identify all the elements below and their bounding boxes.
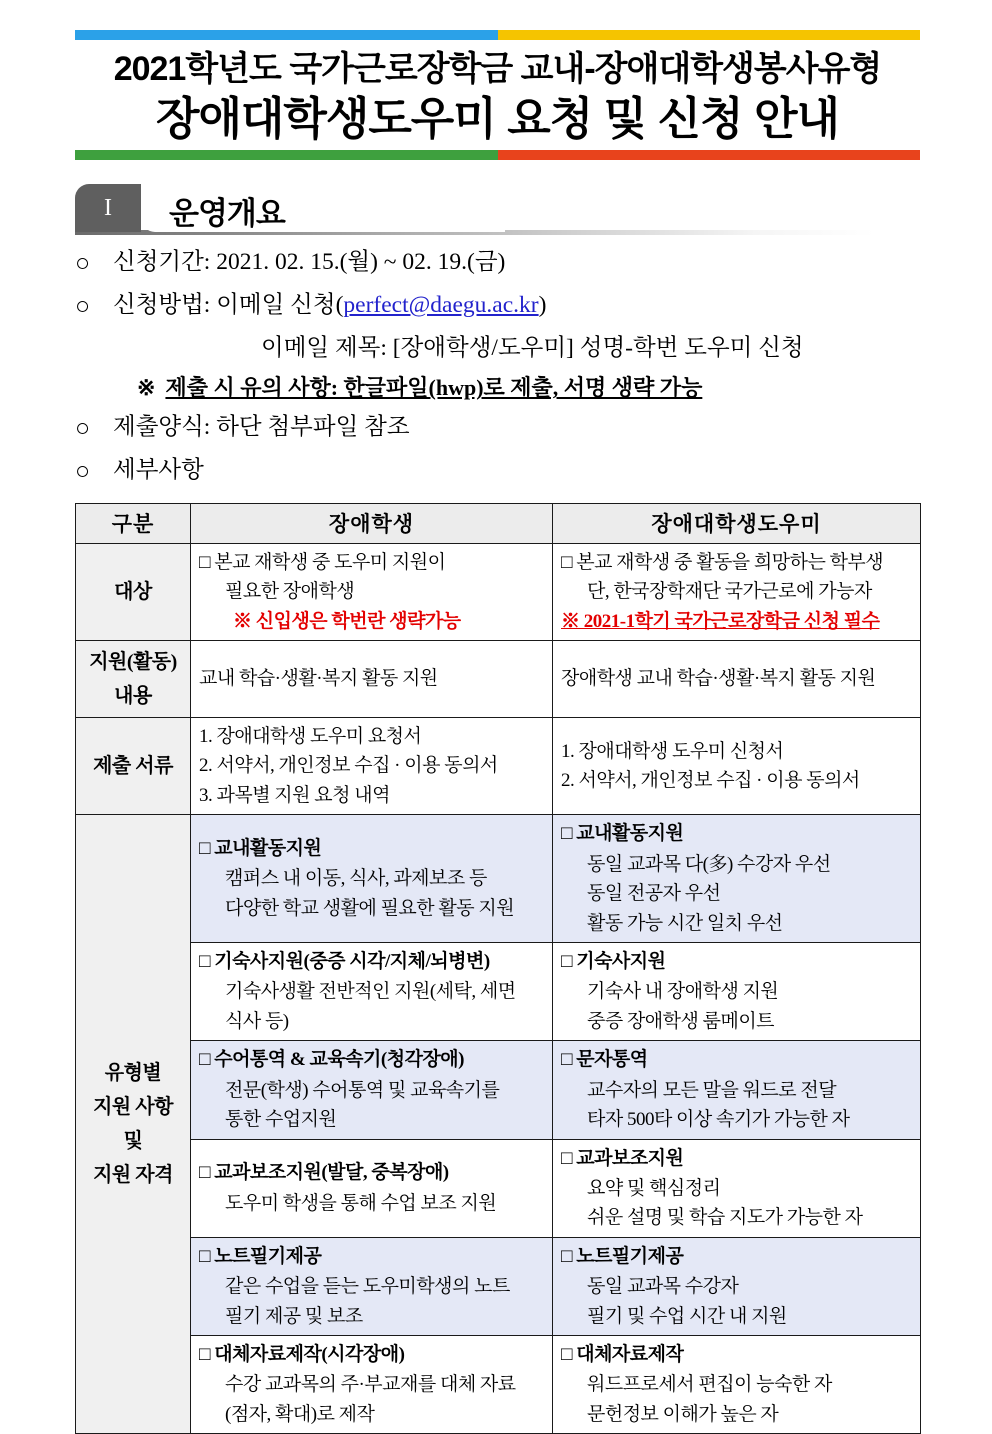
details-line [75, 455, 920, 489]
column-header-student: 장애학생 [191, 503, 553, 543]
type-line: 기숙사생활 전반적인 지원(세탁, 세면 [225, 981, 516, 1003]
circle-bullet-icon: ○ [75, 457, 91, 485]
type-line: (점자, 확대)로 제작 [225, 1403, 375, 1425]
type-title: □ 교내활동지원 [561, 823, 684, 845]
section-header [75, 184, 505, 232]
documents-helper-item: 1. 장애대학생 도우미 신청서 [561, 740, 784, 762]
types-label-line: 지원 사항 [93, 1096, 173, 1119]
document-page [75, 30, 920, 1434]
content-helper-cell [553, 640, 921, 717]
type-line: 동일 교과목 다(多) 수강자 우선 [587, 853, 831, 875]
method-suffix-text: ) [538, 292, 547, 318]
submission-note-text: 제출 시 유의 사항: 한글파일(hwp)로 제출, 서명 생략 가능 [165, 375, 703, 401]
type-title: □ 노트필기제공 [561, 1245, 684, 1267]
type-helper-cell [553, 1336, 921, 1434]
target-helper-cell [553, 543, 921, 640]
type-line: 기숙사 내 장애학생 지원 [587, 981, 779, 1003]
documents-helper-cell [553, 717, 921, 814]
section-title-box [141, 188, 505, 232]
top-bar-yellow-segment [498, 30, 921, 40]
types-label-line: 지원 자격 [93, 1164, 173, 1187]
content-student-cell [191, 640, 553, 717]
section-index-label: I [104, 194, 112, 221]
email-subject-line [261, 333, 920, 365]
column-header-category: 구분 [76, 503, 191, 543]
documents-row [76, 717, 921, 814]
type-helper-cell [553, 942, 921, 1040]
circle-bullet-icon: ○ [75, 415, 91, 443]
documents-student-item: 2. 서약서, 개인정보 수집 · 이용 동의서 [199, 755, 498, 777]
type-row-alt-materials [76, 1336, 921, 1434]
type-helper-cell [553, 1041, 921, 1139]
section-title: 운영개요 [169, 195, 285, 231]
target-helper-line: □ 본교 재학생 중 활동을 희망하는 학부생 [561, 551, 884, 573]
application-method-line [75, 290, 920, 324]
details-text: 세부사항 [113, 456, 204, 483]
reference-mark-icon: ※ [137, 375, 156, 401]
target-helper-note: ※ 2021-1학기 국가근로장학금 신청 필수 [561, 610, 880, 632]
type-title: □ 수어통역 & 교육속기(청각장애) [199, 1049, 464, 1071]
type-line: 쉬운 설명 및 학습 지도가 가능한 자 [587, 1207, 863, 1229]
type-student-cell [191, 815, 553, 943]
bottom-bar-green-segment [75, 150, 498, 160]
type-title: □ 교내활동지원 [199, 838, 322, 859]
type-helper-cell [553, 1139, 921, 1237]
application-period-line [75, 247, 920, 281]
type-student-cell [191, 1139, 553, 1237]
type-line: 요약 및 핵심정리 [587, 1177, 721, 1199]
type-line: 활동 가능 시간 일치 우선 [587, 912, 783, 934]
type-line: 식사 등) [225, 1010, 289, 1032]
type-helper-cell [553, 1237, 921, 1335]
type-line: 필기 제공 및 보조 [225, 1305, 363, 1327]
document-title-line1: 2021학년도 국가근로장학금 교내-장애대학생봉사유형 [113, 50, 882, 88]
submission-form-text: 제출양식: 하단 첨부파일 참조 [113, 414, 410, 441]
type-student-cell [191, 1336, 553, 1434]
type-line: 전문(학생) 수어통역 및 교육속기를 [225, 1079, 500, 1101]
title-bottom-bar [75, 150, 920, 160]
types-label-line: 유형별 [104, 1062, 162, 1085]
content-student-text: 교내 학습·생활·복지 활동 지원 [199, 668, 438, 690]
target-helper-line: 단, 한국장학재단 국가근로에 가능자 [587, 581, 872, 603]
type-line: 교수자의 모든 말을 워드로 전달 [587, 1079, 837, 1101]
program-detail-table [75, 503, 921, 1434]
target-student-line: □ 본교 재학생 중 도우미 지원이 [199, 551, 446, 573]
type-row-sign-language [76, 1041, 921, 1139]
type-student-cell [191, 942, 553, 1040]
type-row-dormitory [76, 942, 921, 1040]
type-line: 워드프로세서 편집이 능숙한 자 [587, 1374, 832, 1396]
type-title: □ 대체자료제작 [561, 1344, 684, 1366]
types-row-label [76, 815, 191, 1434]
documents-row-label: 제출 서류 [76, 717, 191, 814]
documents-student-item: 3. 과목별 지원 요청 내역 [199, 784, 390, 806]
target-student-line: 필요한 장애학생 [225, 581, 355, 603]
content-label-line: 지원(활동) [89, 650, 177, 673]
type-line: 수강 교과목의 주·부교재를 대체 자료 [225, 1374, 516, 1396]
type-line: 타자 500타 이상 속기가 가능한 자 [587, 1109, 850, 1131]
type-line: 통한 수업지원 [225, 1109, 337, 1131]
column-header-helper: 장애대학생도우미 [553, 503, 921, 543]
type-student-cell [191, 1041, 553, 1139]
document-title-line2: 장애대학생도우미 요청 및 신청 안내 [155, 92, 840, 144]
target-student-cell [191, 543, 553, 640]
type-title: □ 문자통역 [561, 1049, 648, 1071]
type-title: □ 기숙사지원(중증 시각/지체/뇌병변) [199, 950, 490, 972]
submission-note-line [137, 373, 920, 403]
type-line: 도우미 학생을 통해 수업 보조 지원 [225, 1192, 497, 1214]
type-line: 필기 및 수업 시간 내 지원 [587, 1305, 787, 1327]
documents-student-item: 1. 장애대학생 도우미 요청서 [199, 725, 422, 747]
table-header-row [76, 503, 921, 543]
submission-form-line [75, 412, 920, 446]
target-row [76, 543, 921, 640]
application-period-text: 신청기간: 2021. 02. 15.(월) ~ 02. 19.(금) [113, 249, 506, 276]
overview-list [75, 247, 920, 488]
documents-helper-item: 2. 서약서, 개인정보 수집 · 이용 동의서 [561, 770, 860, 792]
type-title: □ 대체자료제작(시각장애) [199, 1344, 405, 1366]
type-row-note-taking [76, 1237, 921, 1335]
type-line: 문헌정보 이해가 높은 자 [587, 1403, 779, 1425]
type-title: □ 교과보조지원(발달, 중복장애) [199, 1162, 449, 1184]
type-line: 다양한 학교 생활에 필요한 활동 지원 [225, 897, 515, 919]
documents-student-cell [191, 717, 553, 814]
circle-bullet-icon: ○ [75, 250, 91, 278]
type-title: □ 교과보조지원 [561, 1147, 684, 1169]
content-label-line: 내용 [114, 684, 152, 707]
type-helper-cell [553, 815, 921, 943]
application-method-text [113, 290, 546, 324]
section-index-tab [75, 184, 141, 232]
method-prefix-text: 신청방법: 이메일 신청( [113, 292, 344, 318]
top-bar-blue-segment [75, 30, 498, 40]
type-title: □ 기숙사지원 [561, 950, 666, 972]
type-student-cell [191, 1237, 553, 1335]
email-subject-text: 이메일 제목: [장애학생/도우미] 성명-학번 도우미 신청 [261, 334, 804, 361]
types-label-line: 및 [123, 1130, 143, 1153]
circle-bullet-icon: ○ [75, 293, 91, 320]
type-line: 동일 교과목 수강자 [587, 1276, 739, 1298]
email-link[interactable]: perfect@daegu.ac.kr [343, 292, 539, 318]
type-line: 캠퍼스 내 이동, 식사, 과제보조 등 [225, 868, 487, 890]
bottom-bar-red-segment [498, 150, 921, 160]
type-row-class-assist [76, 1139, 921, 1237]
target-student-note: ※ 신입생은 학번란 생략가능 [233, 610, 461, 632]
content-helper-text: 장애학생 교내 학습·생활·복지 활동 지원 [561, 668, 876, 690]
type-line: 같은 수업을 듣는 도우미학생의 노트 [225, 1276, 510, 1298]
content-row [76, 640, 921, 717]
type-line: 중증 장애학생 룸메이트 [587, 1010, 775, 1032]
target-row-label: 대상 [76, 543, 191, 640]
type-title: □ 노트필기제공 [199, 1245, 322, 1267]
title-top-bar [75, 30, 920, 40]
content-row-label [76, 640, 191, 717]
type-line: 동일 전공자 우선 [587, 883, 721, 905]
type-row-campus-activity [76, 815, 921, 943]
